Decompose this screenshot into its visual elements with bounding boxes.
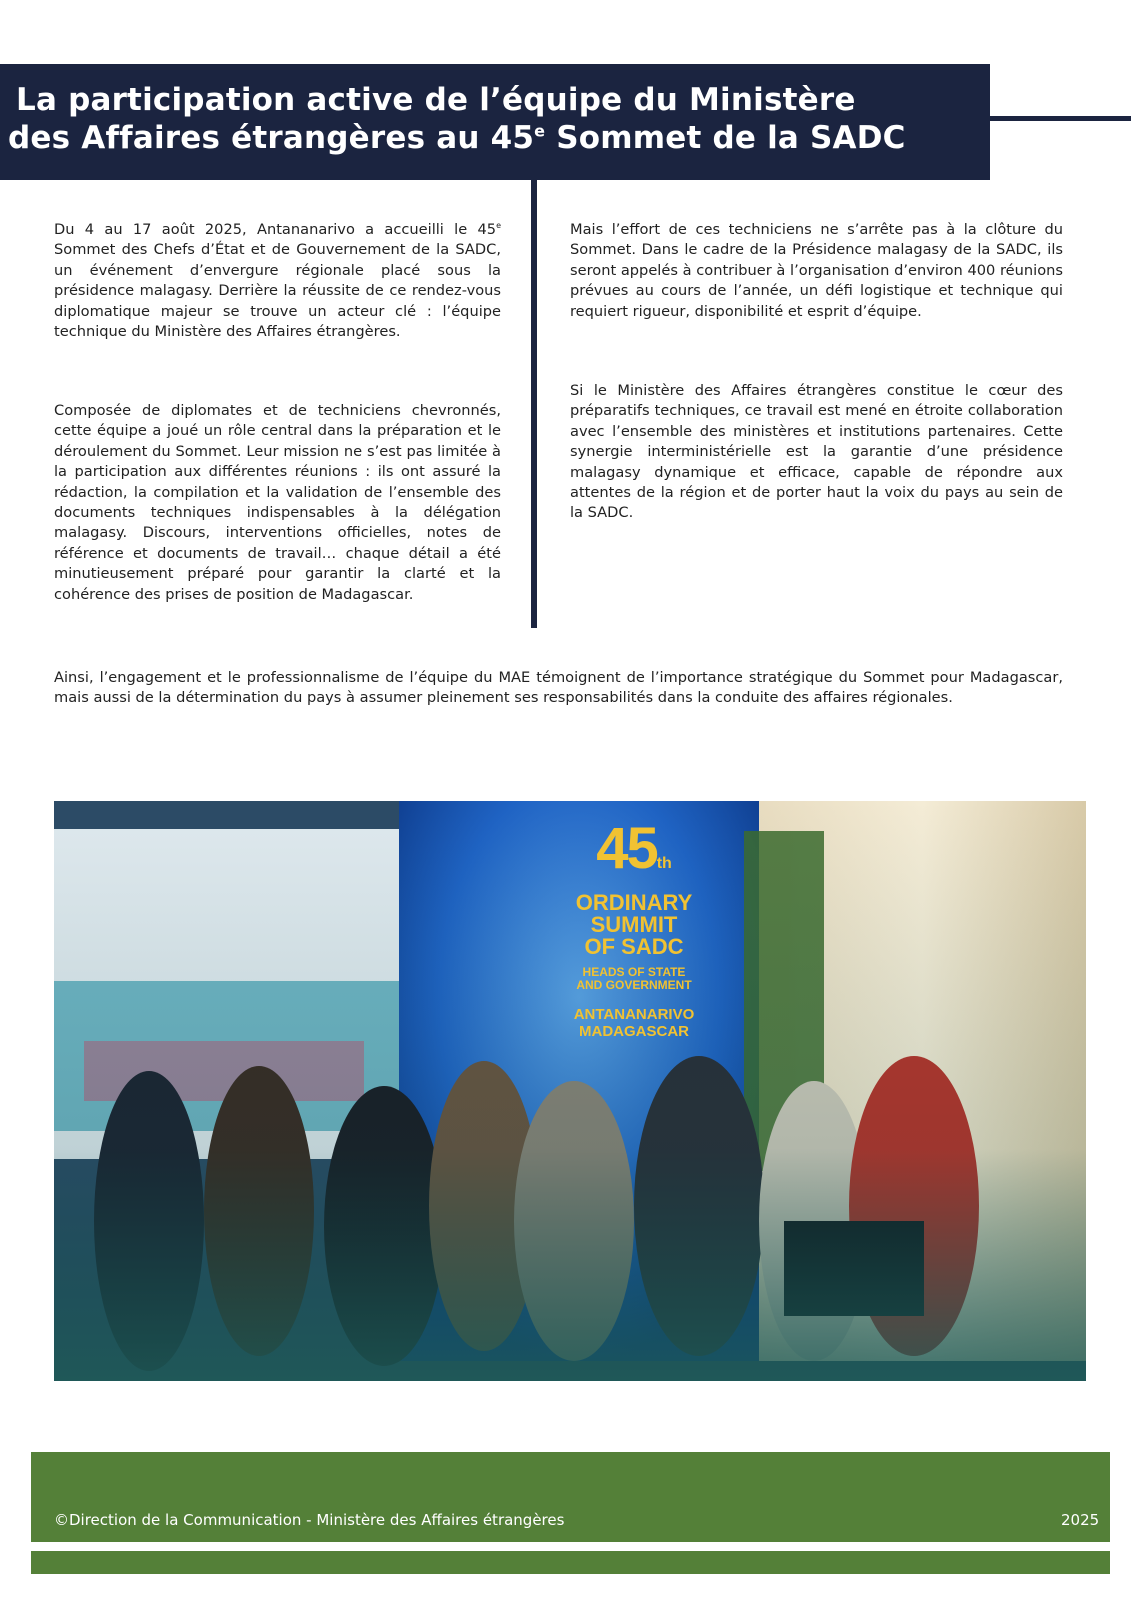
column-divider bbox=[531, 180, 537, 628]
right-paragraph-1: Mais l’effort de ces techniciens ne s’arrête pas à la clôture du Sommet. Dans le cadre de la Présidence malagasy de la SADC, ils seront appelés à contribuer à l’organisation d’environ 400 réunions prévues au cours de l’année, un défi logistique et technique qui requiert rigueur, disponibilité et esprit d’équipe. bbox=[570, 221, 1063, 320]
footer-credit: ©Direction de la Communication - Ministère des Affaires étrangères bbox=[54, 1511, 565, 1529]
conclusion-paragraph: Ainsi, l’engagement et le professionnalisme de l’équipe du MAE témoignent de l’importance stratégique du Sommet pour Madagascar, mais aussi de la détermination du pays à assumer pleinement ses responsabilités dans la conduite des affaires régionales. bbox=[54, 669, 1063, 707]
page-title-line-2: des Affaires étrangères au 45e Sommet de la SADC bbox=[8, 120, 906, 156]
title-rule bbox=[990, 116, 1131, 121]
summit-banner-text: 45th ORDINARY SUMMIT OF SADC HEADS OF STATE AND GOVERNMENT ANTANANARIVO MADAGASCAR bbox=[573, 816, 695, 1040]
left-paragraph-2: Composée de diplomates et de techniciens chevronnés, cette équipe a joué un rôle central dans la préparation et le déroulement du Sommet. Leur mission ne s’est pas limitée à la participation aux différentes réunions : ils ont assuré la rédaction, la compilation et la validation de l’ensemble des documents techniques indispensables à la délégation malagasy. Discours, interventions officielles, notes de référence et documents de travail… chaque détail a été minutieusement préparé pour garantir la clarté et la cohérence des prises de position de Madagascar. bbox=[54, 402, 501, 603]
right-paragraph-2: Si le Ministère des Affaires étrangères constitue le cœur des préparatifs techniques, ce travail est mené en étroite collaboration avec l’ensemble des ministères et institutions partenaires. Cette synergie interministérielle est la garantie d’une présidence malagasy dynamique et efficace, capable de répondre aux attentes de la région et de porter haut la voix du pays au sein de la SADC. bbox=[570, 382, 1063, 522]
summit-team-photo bbox=[54, 801, 1086, 1381]
footer-band-bottom bbox=[31, 1551, 1110, 1574]
left-paragraph-1: Du 4 au 17 août 2025, Antananarivo a accueilli le 45e Sommet des Chefs d’État et de Gouvernement de la SADC, un événement d’envergure régionale placé sous la présidence malagasy. Derrière la réussite de ce rendez-vous diplomatique majeur se trouve un acteur clé : l’équipe technique du Ministère des Affaires étrangères. bbox=[54, 221, 501, 341]
page-title-line-1: La participation active de l’équipe du Ministère bbox=[16, 82, 856, 118]
footer-year: 2025 bbox=[1061, 1511, 1100, 1529]
